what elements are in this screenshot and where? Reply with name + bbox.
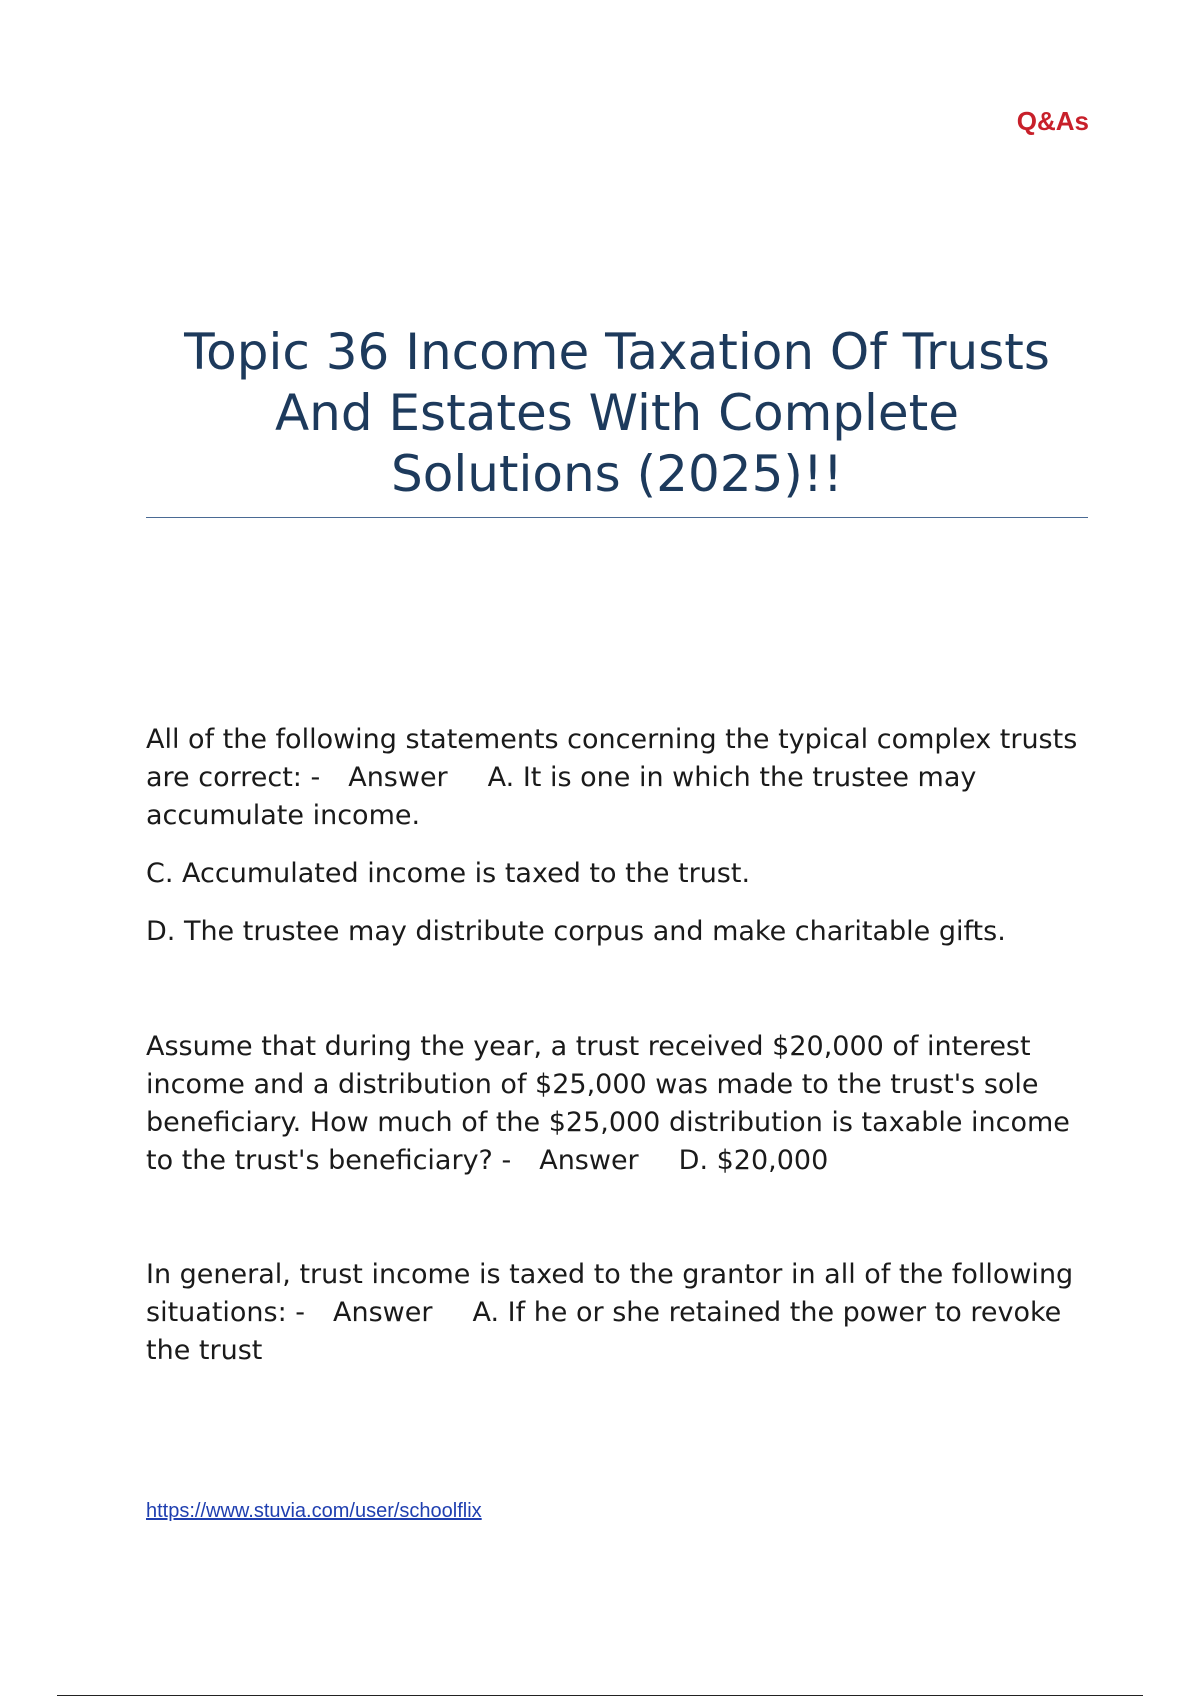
qa-item-1-main — [146, 721, 1096, 835]
answer-text: D. $20,000 — [678, 1145, 829, 1176]
answer-label: Answer — [539, 1145, 639, 1176]
answer-text: A. If he or she retained the power to revoke the trust — [146, 1297, 1062, 1366]
question-text: Assume that during the year, a trust received $20,000 of interest income and a distribution of $25,000 was made to the trust's sole beneficiary. How much of the $25,000 distribution is taxable income to the trust's beneficiary? - — [146, 1031, 1070, 1176]
page-title — [146, 322, 1088, 505]
answer-label: Answer — [348, 762, 448, 793]
qa-item-3-main — [146, 1256, 1096, 1370]
qa-item-2 — [146, 1028, 1096, 1180]
answer-text: A. It is one in which the trustee may accumulate income. — [146, 762, 977, 831]
qa-item-1 — [146, 721, 1096, 951]
qa-tag: Q&As — [1016, 106, 1089, 136]
answer-label: Answer — [333, 1297, 433, 1328]
qa-item-3 — [146, 1256, 1096, 1370]
page-title-line-3: Solutions (2025)!! — [391, 445, 843, 503]
source-link[interactable]: https://www.stuvia.com/user/schoolflix — [146, 1500, 482, 1522]
qa-item-2-main — [146, 1028, 1096, 1180]
title-block — [146, 322, 1088, 518]
answer-extra-2: D. The trustee may distribute corpus and make charitable gifts. — [146, 916, 1006, 947]
answer-extra-1: C. Accumulated income is taxed to the trust. — [146, 858, 751, 889]
footer-divider — [57, 1695, 1143, 1696]
question-text: All of the following statements concerning the typical complex trusts are correct: - — [146, 724, 1078, 793]
page-title-line-2: And Estates With Complete — [274, 384, 960, 442]
question-text: In general, trust income is taxed to the grantor in all of the following situations: - — [146, 1259, 1074, 1328]
page-title-line-1: Topic 36 Income Taxation Of Trusts — [184, 323, 1050, 381]
